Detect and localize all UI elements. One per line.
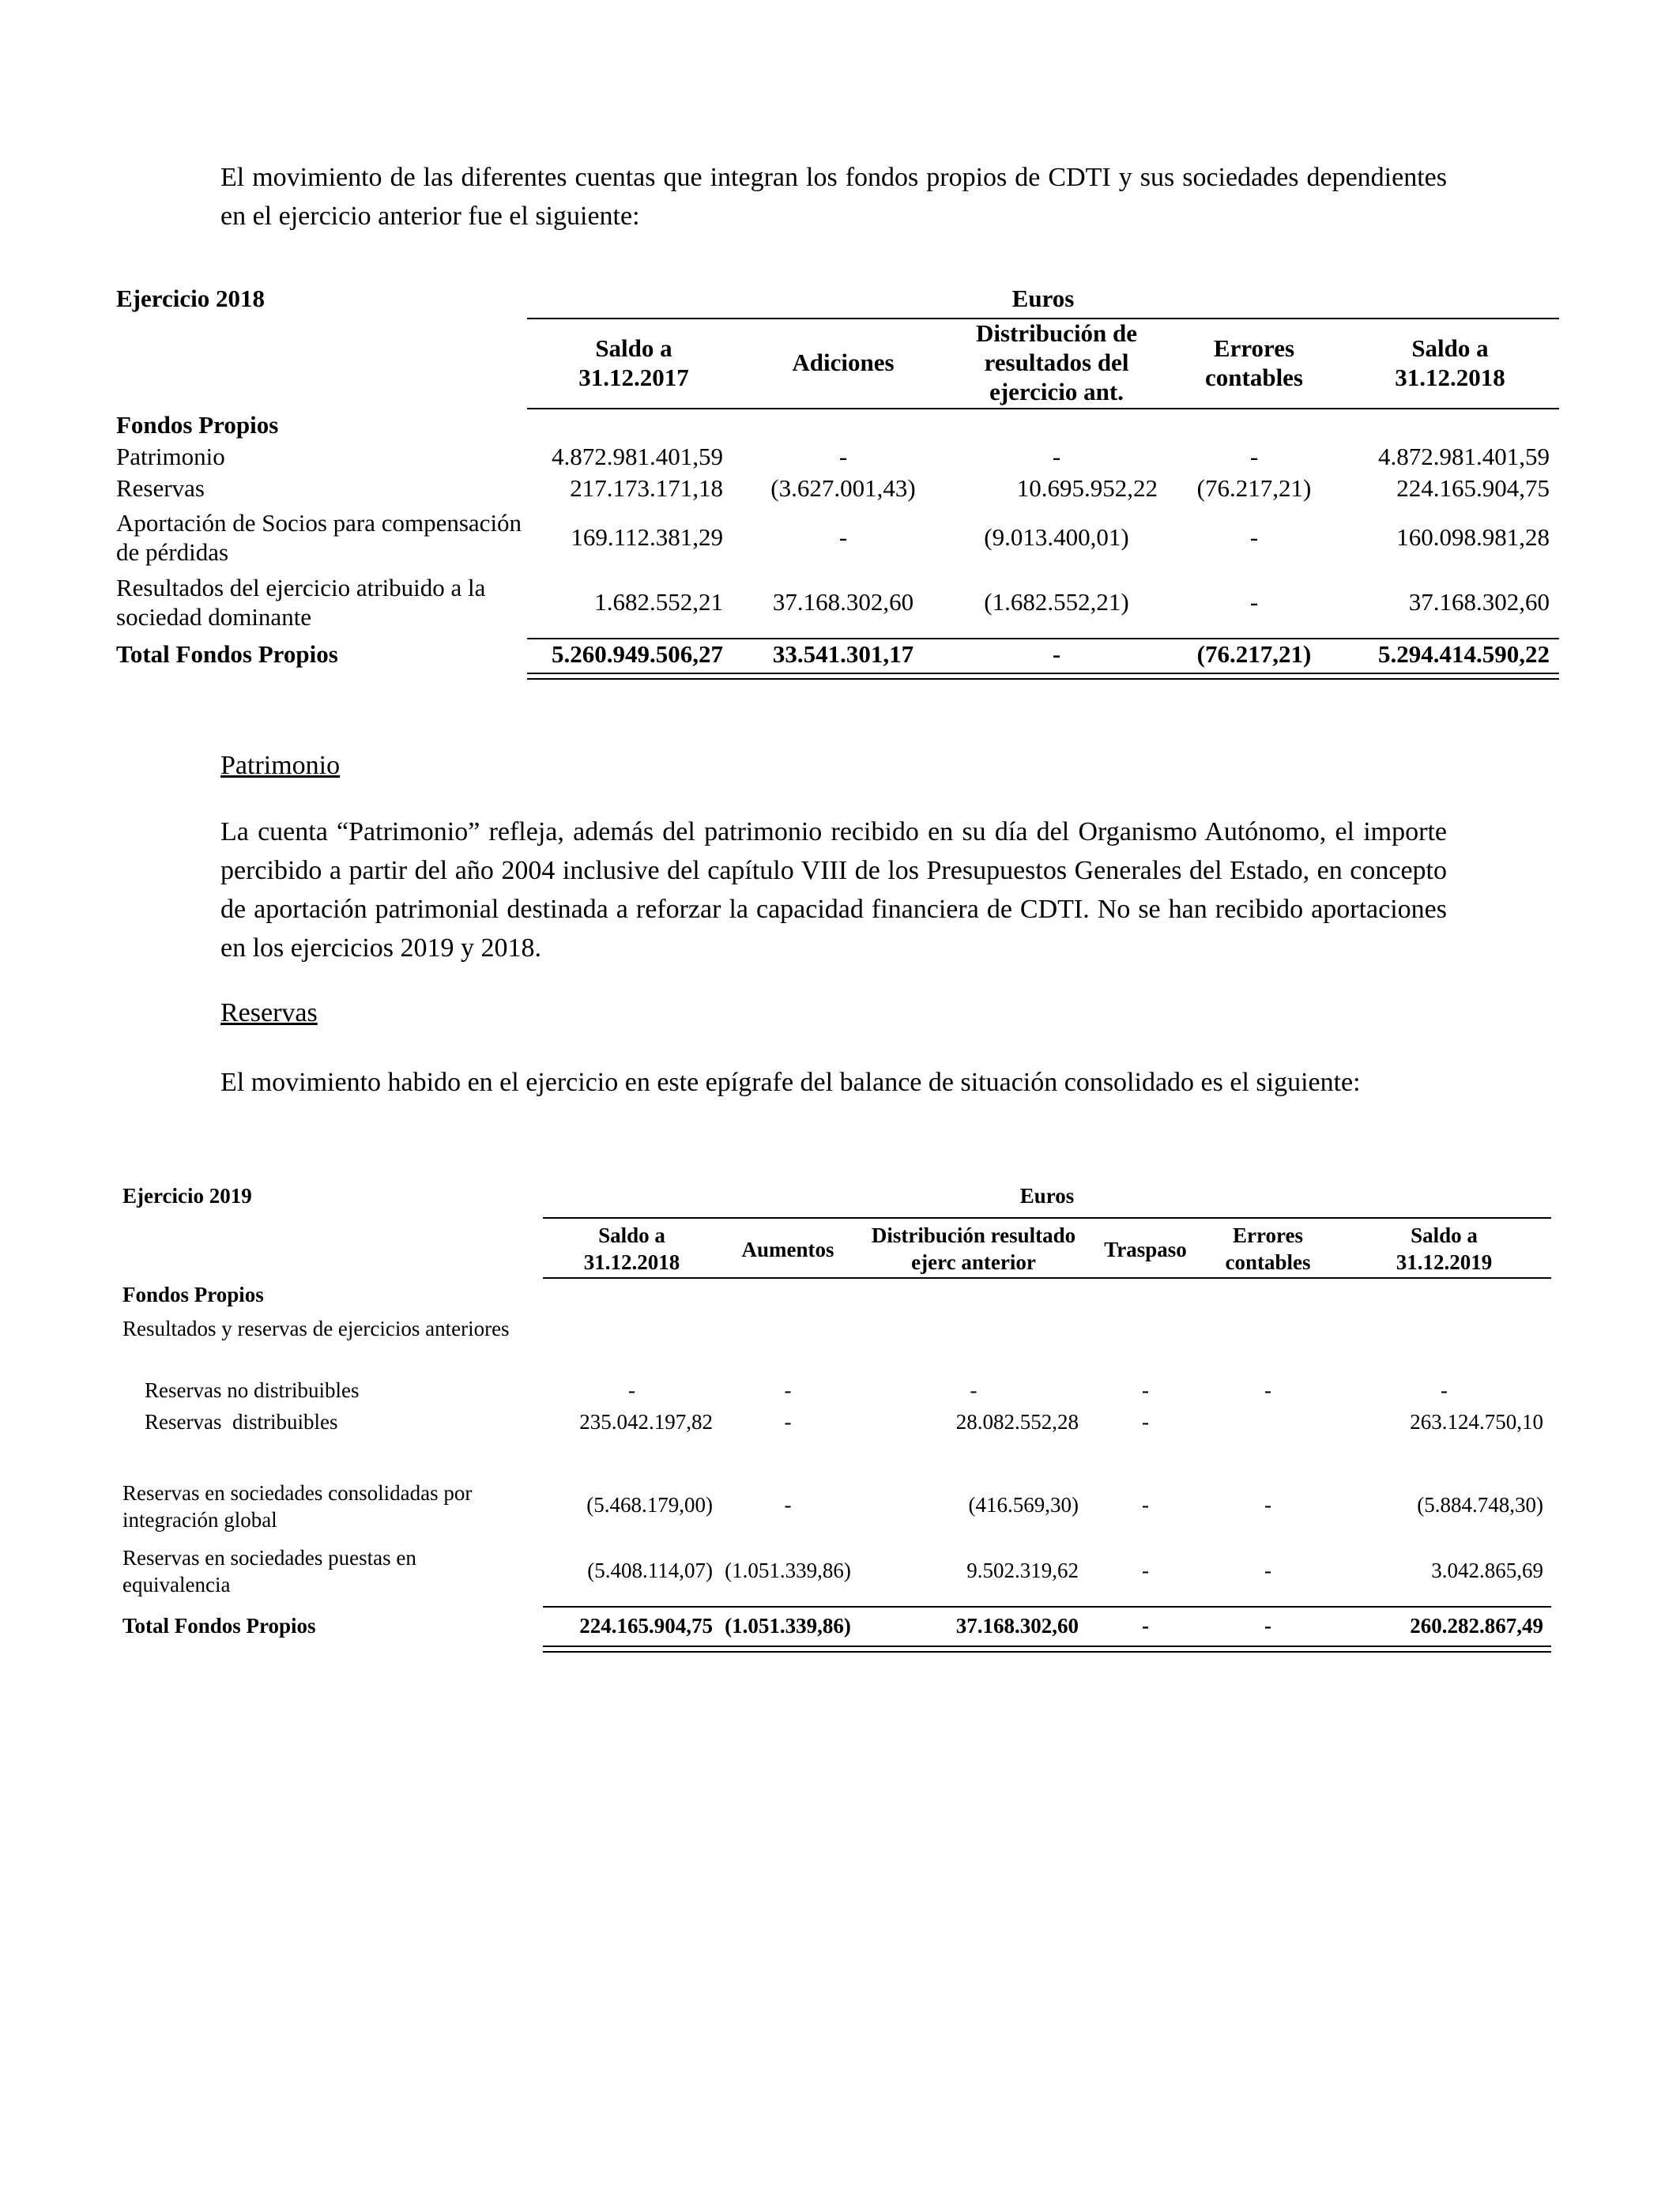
table-2019-cell: -	[1142, 1410, 1149, 1434]
table-2019-cell: -	[1142, 1493, 1149, 1517]
table-2019-cell: 263.124.750,10	[1410, 1410, 1543, 1434]
table-2018-cell: 1.682.552,21	[594, 588, 723, 616]
patrimonio-heading: Patrimonio	[220, 751, 341, 780]
table-2018-cell: 37.168.302,60	[1408, 588, 1550, 616]
intro-paragraph-2018: El movimiento de las diferentes cuentas que integran los fondos propios de CDTI y sus sociedades dependientes en el ejercicio anterior fue el siguiente:	[220, 163, 1447, 231]
table-2019-cell: (1.051.339,86)	[725, 1559, 851, 1582]
table-2019-header-rule	[543, 1277, 1551, 1279]
table-2019-total-cell: (1.051.339,86)	[725, 1614, 851, 1638]
table-2019-group-label: Resultados y reservas de ejercicios anteriores	[122, 1317, 510, 1340]
table-2018-cell: (76.217,21)	[1196, 474, 1312, 502]
table-2018-total-cell: 5.294.414.590,22	[1378, 640, 1550, 668]
table-2019-total-label: Total Fondos Propios	[122, 1614, 316, 1638]
table-2019-cell: -	[1441, 1378, 1448, 1402]
table-2018-section-label: Fondos Propios	[116, 411, 279, 439]
table-2018-col-header: Adiciones	[792, 349, 895, 376]
table-2018-total-cell: -	[1052, 640, 1061, 668]
table-2018-total-label: Total Fondos Propios	[116, 640, 338, 668]
table-2018-cell: 160.098.981,28	[1396, 523, 1550, 551]
table-2019-cell: 28.082.552,28	[955, 1410, 1079, 1434]
table-2019-col-header: Saldo a 31.12.2019	[1396, 1223, 1493, 1274]
table-2019-cell: -	[1264, 1493, 1271, 1517]
table-2019-total-cell: 224.165.904,75	[579, 1614, 713, 1638]
table-2018-cell: 37.168.302,60	[772, 588, 914, 616]
table-2018-col-header: Saldo a 31.12.2017	[578, 334, 689, 391]
table-2018-cell: 4.872.981.401,59	[552, 443, 723, 470]
table-2019-cell: (5.408.114,07)	[587, 1559, 713, 1582]
table-2018-total-rule	[527, 638, 1559, 639]
table-2018-cell: -	[1249, 588, 1259, 616]
table-2019-cell: 3.042.865,69	[1431, 1559, 1543, 1582]
table-2018-col-header: Distribución de resultados del ejercicio ant.	[975, 319, 1138, 405]
table-2019-unit-rule	[543, 1217, 1551, 1219]
table-2019-total-rule	[543, 1606, 1551, 1608]
table-2019-year-label: Ejercicio 2019	[122, 1184, 252, 1208]
table-2019-section-label: Fondos Propios	[122, 1283, 264, 1306]
table-2018-cell: (1.682.552,21)	[984, 588, 1129, 616]
table-2019-cell: -	[1142, 1559, 1149, 1582]
table-2018-total-cell: (76.217,21)	[1196, 640, 1312, 668]
table-2018-double-rule	[527, 673, 1559, 680]
table-2018-col-header: Saldo a 31.12.2018	[1395, 334, 1505, 391]
table-2018-cell: 10.695.952,22	[1016, 474, 1158, 502]
table-2019-col-header: Errores contables	[1225, 1223, 1311, 1274]
table-2018-header-rule	[527, 408, 1559, 409]
table-2018-col-header: Errores contables	[1205, 334, 1303, 391]
table-2019-row-label: Reservas en sociedades consolidadas por integración global	[122, 1481, 473, 1532]
table-2019-row-label: Reservas en sociedades puestas en equivalencia	[122, 1546, 416, 1596]
table-2018-cell: (3.627.001,43)	[770, 474, 916, 502]
table-2019-cell: -	[1142, 1378, 1149, 1402]
table-2018-cell: -	[838, 443, 848, 470]
patrimonio-paragraph: La cuenta “Patrimonio” refleja, además del patrimonio recibido en su día del Organismo Autónomo, el importe percibido a partir del año 2004 inclusive del capítulo VIII de los Presupuestos Generales del Estado, en concepto de aportación patrimonial destinada a reforzar la capacidad financiera de CDTI. No se han recibido aportaciones en los ejercicios 2019 y 2018.	[220, 817, 1447, 963]
table-2018-total-cell: 5.260.949.506,27	[552, 640, 723, 668]
table-2019-col-header: Traspaso	[1104, 1238, 1187, 1261]
table-2018-row-label: Resultados del ejercicio atribuido a la sociedad dominante	[116, 574, 486, 631]
table-2019-cell: (416.569,30)	[968, 1493, 1079, 1517]
table-2019-cell: -	[970, 1378, 977, 1402]
table-2019-col-header: Distribución resultado ejerc anterior	[871, 1223, 1076, 1274]
table-2019-double-rule	[543, 1646, 1551, 1653]
table-2019-cell: -	[1264, 1378, 1271, 1402]
table-2018-year-label: Ejercicio 2018	[116, 285, 265, 312]
table-2019-row-label: Reservas distribuibles	[145, 1410, 338, 1434]
table-2018-cell: -	[838, 523, 848, 551]
table-2018-row-label: Aportación de Socios para compensación de pérdidas	[116, 509, 522, 566]
table-2019-col-header: Aumentos	[741, 1238, 834, 1261]
table-2019-total-cell: 260.282.867,49	[1410, 1614, 1543, 1638]
table-2018-total-cell: 33.541.301,17	[772, 640, 914, 668]
table-2018-cell: (9.013.400,01)	[984, 523, 1129, 551]
table-2018-cell: 217.173.171,18	[570, 474, 723, 502]
table-2019-cell: (5.884.748,30)	[1417, 1493, 1543, 1517]
table-2018-cell: 169.112.381,29	[571, 523, 723, 551]
table-2019-total-cell: -	[1142, 1614, 1149, 1638]
table-2018-cell: -	[1052, 443, 1061, 470]
table-2018-row-label: Patrimonio	[116, 443, 225, 470]
table-2019-cell: -	[784, 1493, 792, 1517]
table-2019-cell: -	[628, 1378, 635, 1402]
table-2019-unit: Euros	[1019, 1184, 1075, 1208]
reservas-heading: Reservas	[220, 998, 318, 1027]
table-2019-cell: (5.468.179,00)	[586, 1493, 713, 1517]
table-2019-cell: 9.502.319,62	[966, 1559, 1079, 1582]
table-2019-total-cell: -	[1264, 1614, 1271, 1638]
table-2018-cell: -	[1249, 523, 1259, 551]
table-2018-unit: Euros	[1011, 285, 1075, 312]
table-2019-total-cell: 37.168.302,60	[955, 1614, 1079, 1638]
table-2018-cell: -	[1249, 443, 1259, 470]
table-2018-cell: 4.872.981.401,59	[1378, 443, 1550, 470]
table-2019-cell: 235.042.197,82	[579, 1410, 713, 1434]
table-2018-cell: 224.165.904,75	[1396, 474, 1550, 502]
table-2019-row-label: Reservas no distribuibles	[145, 1378, 360, 1402]
table-2019-cell: -	[784, 1378, 792, 1402]
table-2018-row-label: Reservas	[116, 474, 205, 502]
table-2019-cell: -	[784, 1410, 792, 1434]
table-2019-cell: -	[1264, 1559, 1271, 1582]
table-2019-col-header: Saldo a 31.12.2018	[583, 1223, 680, 1274]
reservas-paragraph: El movimiento habido en el ejercicio en este epígrafe del balance de situación consolidado es el siguiente:	[220, 1068, 1361, 1097]
